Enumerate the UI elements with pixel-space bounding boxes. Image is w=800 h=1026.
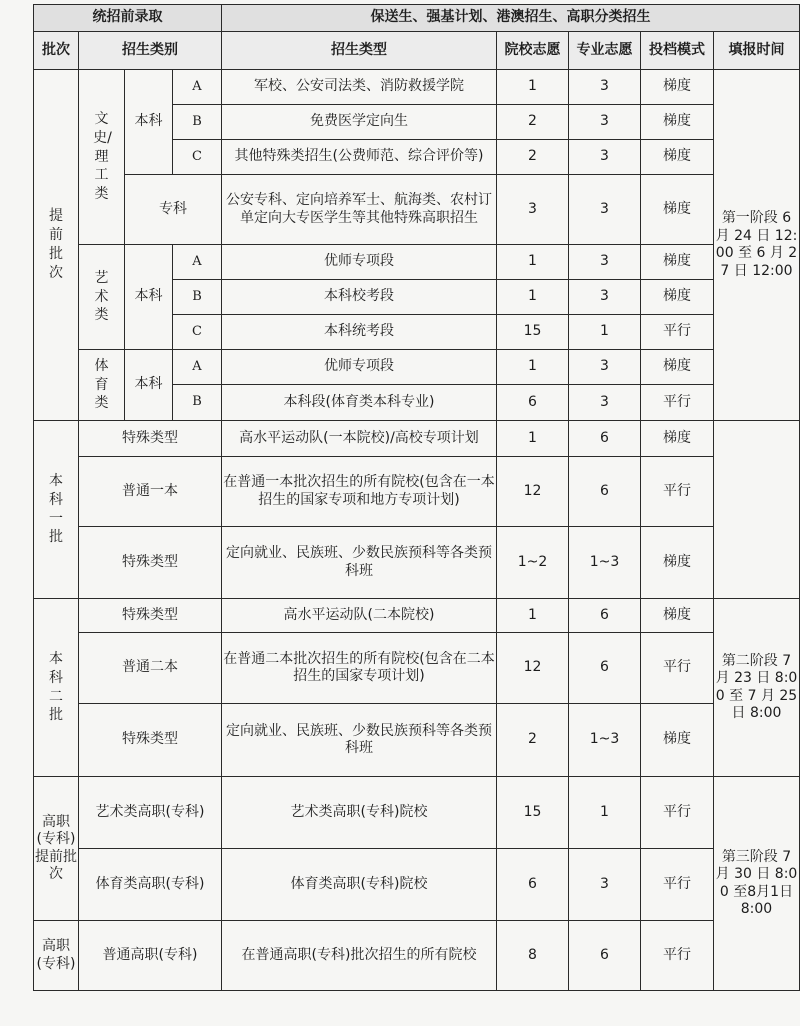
category-wenli: 文史/理工类 (79, 70, 125, 245)
row-type: 优师专项段 (222, 245, 497, 280)
table-row (34, 245, 800, 280)
category-junior: 专科 (125, 175, 222, 245)
row-letter: A (173, 350, 222, 385)
batch-early: 提前批次 (34, 70, 79, 421)
category-normal-vocational: 普通高职(专科) (79, 921, 222, 991)
row-school-choices: 1~2 (497, 527, 569, 599)
row-major-choices: 3 (569, 350, 641, 385)
row-mode: 梯度 (641, 140, 714, 175)
header-batch: 批次 (34, 32, 79, 70)
row-type: 在普通一本批次招生的所有院校(包含在一本招生的国家专项和地方专项计划) (222, 457, 497, 527)
row-major-choices: 6 (569, 599, 641, 633)
row-mode: 平行 (641, 385, 714, 421)
row-school-choices: 6 (497, 385, 569, 421)
row-major-choices: 3 (569, 140, 641, 175)
table-row (34, 599, 800, 633)
row-mode: 梯度 (641, 175, 714, 245)
table-row (34, 350, 800, 385)
row-major-choices: 3 (569, 70, 641, 105)
row-school-choices: 1 (497, 280, 569, 315)
row-school-choices: 1 (497, 421, 569, 457)
header-pre-admission: 统招前录取 (34, 5, 222, 32)
header-special-admission: 保送生、强基计划、港澳招生、高职分类招生 (222, 5, 800, 32)
row-mode: 梯度 (641, 245, 714, 280)
table-row (34, 175, 800, 245)
row-school-choices: 8 (497, 921, 569, 991)
row-mode: 平行 (641, 777, 714, 849)
time-stage-3: 第三阶段 7 月 30 日 8:00 至8月1日8:00 (714, 777, 800, 991)
row-mode: 梯度 (641, 599, 714, 633)
row-letter: A (173, 70, 222, 105)
batch-first: 本科一批 (34, 421, 79, 599)
row-major-choices: 3 (569, 175, 641, 245)
row-type: 军校、公安司法类、消防救援学院 (222, 70, 497, 105)
row-school-choices: 1 (497, 350, 569, 385)
row-type: 公安专科、定向培养军士、航海类、农村订单定向大专医学生等其他特殊高职招生 (222, 175, 497, 245)
time-empty (714, 421, 800, 599)
row-major-choices: 3 (569, 385, 641, 421)
row-letter: C (173, 315, 222, 350)
batch-vocational-early: 高职(专科)提前批次 (34, 777, 79, 921)
row-type: 优师专项段 (222, 350, 497, 385)
row-major-choices: 3 (569, 105, 641, 140)
row-type: 本科校考段 (222, 280, 497, 315)
table-row (34, 70, 800, 105)
row-mode: 梯度 (641, 105, 714, 140)
row-type: 本科统考段 (222, 315, 497, 350)
table-row (34, 777, 800, 849)
table-row (34, 921, 800, 991)
header-type: 招生类型 (222, 32, 497, 70)
row-mode: 平行 (641, 921, 714, 991)
table-row (34, 457, 800, 527)
category-art-vocational: 艺术类高职(专科) (79, 777, 222, 849)
header-category: 招生类别 (79, 32, 222, 70)
header-mode: 投档模式 (641, 32, 714, 70)
table-row (34, 704, 800, 777)
row-mode: 平行 (641, 457, 714, 527)
category-normal-second: 普通二本 (79, 633, 222, 704)
row-school-choices: 2 (497, 704, 569, 777)
category-undergrad: 本科 (125, 350, 173, 421)
row-mode: 梯度 (641, 280, 714, 315)
row-letter: B (173, 385, 222, 421)
row-major-choices: 1 (569, 777, 641, 849)
row-type: 在普通高职(专科)批次招生的所有院校 (222, 921, 497, 991)
row-major-choices: 6 (569, 633, 641, 704)
row-school-choices: 15 (497, 315, 569, 350)
category-undergrad: 本科 (125, 70, 173, 175)
category-sport: 体育类 (79, 350, 125, 421)
row-mode: 平行 (641, 315, 714, 350)
row-school-choices: 3 (497, 175, 569, 245)
row-major-choices: 3 (569, 849, 641, 921)
row-school-choices: 2 (497, 105, 569, 140)
row-letter: A (173, 245, 222, 280)
row-type: 定向就业、民族班、少数民族预科等各类预科班 (222, 527, 497, 599)
header-school-choices: 院校志愿 (497, 32, 569, 70)
row-type: 定向就业、民族班、少数民族预科等各类预科班 (222, 704, 497, 777)
header-row-columns (34, 32, 800, 70)
row-mode: 梯度 (641, 527, 714, 599)
row-letter: B (173, 105, 222, 140)
table-row (34, 421, 800, 457)
row-mode: 梯度 (641, 704, 714, 777)
row-major-choices: 1~3 (569, 704, 641, 777)
batch-vocational: 高职(专科) (34, 921, 79, 991)
time-stage-2: 第二阶段 7 月 23 日 8:00 至 7 月 25 日 8:00 (714, 599, 800, 777)
table-row (34, 633, 800, 704)
header-time: 填报时间 (714, 32, 800, 70)
row-mode: 平行 (641, 633, 714, 704)
category-sport-vocational: 体育类高职(专科) (79, 849, 222, 921)
row-school-choices: 1 (497, 70, 569, 105)
row-school-choices: 6 (497, 849, 569, 921)
row-letter: B (173, 280, 222, 315)
row-major-choices: 6 (569, 921, 641, 991)
row-major-choices: 3 (569, 245, 641, 280)
row-school-choices: 2 (497, 140, 569, 175)
admission-schedule-table (33, 4, 800, 991)
row-school-choices: 15 (497, 777, 569, 849)
batch-second: 本科二批 (34, 599, 79, 777)
row-mode: 梯度 (641, 70, 714, 105)
time-stage-1: 第一阶段 6 月 24 日 12:00 至 6 月 27 日 12:00 (714, 70, 800, 421)
row-type: 本科段(体育类本科专业) (222, 385, 497, 421)
row-type: 体育类高职(专科)院校 (222, 849, 497, 921)
row-mode: 平行 (641, 849, 714, 921)
category-art: 艺术类 (79, 245, 125, 350)
row-type: 其他特殊类招生(公费师范、综合评价等) (222, 140, 497, 175)
category-special: 特殊类型 (79, 599, 222, 633)
row-letter: C (173, 140, 222, 175)
category-special: 特殊类型 (79, 527, 222, 599)
row-school-choices: 12 (497, 633, 569, 704)
row-type: 高水平运动队(二本院校) (222, 599, 497, 633)
row-mode: 梯度 (641, 421, 714, 457)
row-major-choices: 6 (569, 457, 641, 527)
table-row (34, 849, 800, 921)
row-school-choices: 1 (497, 599, 569, 633)
row-major-choices: 1 (569, 315, 641, 350)
table-row (34, 527, 800, 599)
row-type: 在普通二本批次招生的所有院校(包含在二本招生的国家专项计划) (222, 633, 497, 704)
row-type: 高水平运动队(一本院校)/高校专项计划 (222, 421, 497, 457)
category-special: 特殊类型 (79, 421, 222, 457)
category-undergrad: 本科 (125, 245, 173, 350)
row-type: 免费医学定向生 (222, 105, 497, 140)
row-school-choices: 12 (497, 457, 569, 527)
row-major-choices: 6 (569, 421, 641, 457)
header-row-top (34, 5, 800, 32)
category-normal-first: 普通一本 (79, 457, 222, 527)
row-school-choices: 1 (497, 245, 569, 280)
category-special: 特殊类型 (79, 704, 222, 777)
row-mode: 梯度 (641, 350, 714, 385)
header-major-choices: 专业志愿 (569, 32, 641, 70)
row-type: 艺术类高职(专科)院校 (222, 777, 497, 849)
row-major-choices: 3 (569, 280, 641, 315)
row-major-choices: 1~3 (569, 527, 641, 599)
